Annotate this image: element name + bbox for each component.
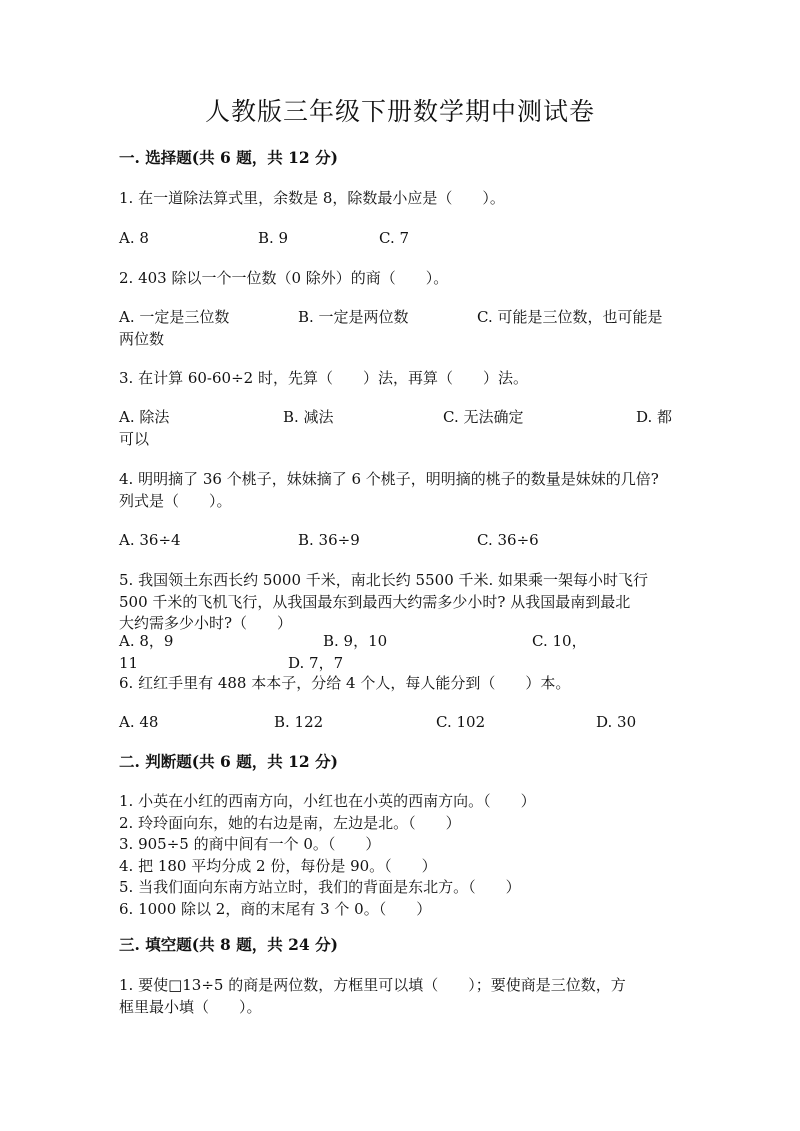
section-heading-judgement: 二. 判断题(共 6 题，共 12 分) (119, 752, 338, 771)
judgement-item: 4. 把 180 平均分成 2 份，每份是 90。（ ） (119, 857, 437, 875)
option-a: A. 8，9 (119, 632, 174, 650)
question-text: 6. 红红手里有 488 本本子，分给 4 个人，每人能分到（ ）本。 (119, 674, 571, 692)
question-text: 4. 明明摘了 36 个桃子，妹妹摘了 6 个桃子，明明摘的桃子的数量是妹妹的几倍? (119, 470, 659, 488)
section-heading-choice: 一. 选择题(共 6 题，共 12 分) (119, 148, 338, 167)
option-a: A. 一定是三位数 (119, 308, 230, 326)
option-b: B. 36÷9 (298, 531, 360, 549)
judgement-item: 6. 1000 除以 2，商的末尾有 3 个 0。（ ） (119, 900, 432, 918)
question-text-continued: 大约需多少小时?（ ） (119, 614, 293, 632)
option-c: C. 10， (532, 632, 587, 650)
question-text: 5. 我国领土东西长约 5000 千米，南北长约 5500 千米. 如果乘一架每小时飞行 (119, 571, 649, 589)
option-b: B. 减法 (283, 408, 334, 426)
option-c-continued: 11 (119, 654, 139, 672)
question-text: 1. 要使□13÷5 的商是两位数，方框里可以填（ ）；要使商是三位数，方 (119, 976, 626, 994)
question-text: 1. 在一道除法算式里，余数是 8，除数最小应是（ ）。 (119, 189, 505, 207)
option-c-continued: 两位数 (119, 330, 165, 348)
question-text-continued: 框里最小填（ ）。 (119, 998, 262, 1016)
option-c: C. 无法确定 (443, 408, 524, 426)
option-a: A. 36÷4 (119, 531, 181, 549)
question-text: 2. 403 除以一个一位数（0 除外）的商（ ）。 (119, 269, 449, 287)
question-text-continued: 500 千米的飞机飞行，从我国最东到最西大约需多少小时? 从我国最南到最北 (119, 593, 631, 611)
judgement-item: 3. 905÷5 的商中间有一个 0。（ ） (119, 835, 381, 853)
judgement-item: 5. 当我们面向东南方站立时，我们的背面是东北方。（ ） (119, 878, 521, 896)
option-d: D. 都 (636, 408, 673, 426)
judgement-item: 2. 玲玲面向东，她的右边是南，左边是北。（ ） (119, 814, 461, 832)
page-title: 人教版三年级下册数学期中测试卷 (204, 97, 595, 126)
option-a: A. 除法 (119, 408, 170, 426)
section-heading-fill-blank: 三. 填空题(共 8 题，共 24 分) (119, 935, 338, 954)
option-d: D. 7，7 (288, 654, 344, 672)
option-a: A. 48 (119, 713, 159, 731)
judgement-item: 1. 小英在小红的西南方向，小红也在小英的西南方向。（ ） (119, 792, 536, 810)
option-c: C. 36÷6 (477, 531, 539, 549)
option-c: C. 102 (436, 713, 486, 731)
option-a: A. 8 (119, 229, 149, 247)
option-b: B. 9，10 (323, 632, 388, 650)
option-b: B. 一定是两位数 (298, 308, 409, 326)
option-c: C. 可能是三位数，也可能是 (477, 308, 663, 326)
option-c: C. 7 (379, 229, 410, 247)
question-text: 3. 在计算 60-60÷2 时，先算（ ）法，再算（ ）法。 (119, 369, 528, 387)
option-d: D. 30 (596, 713, 637, 731)
option-d-continued: 可以 (119, 430, 150, 448)
option-b: B. 122 (274, 713, 324, 731)
question-text-continued: 列式是（ ）。 (119, 492, 232, 510)
option-b: B. 9 (258, 229, 289, 247)
